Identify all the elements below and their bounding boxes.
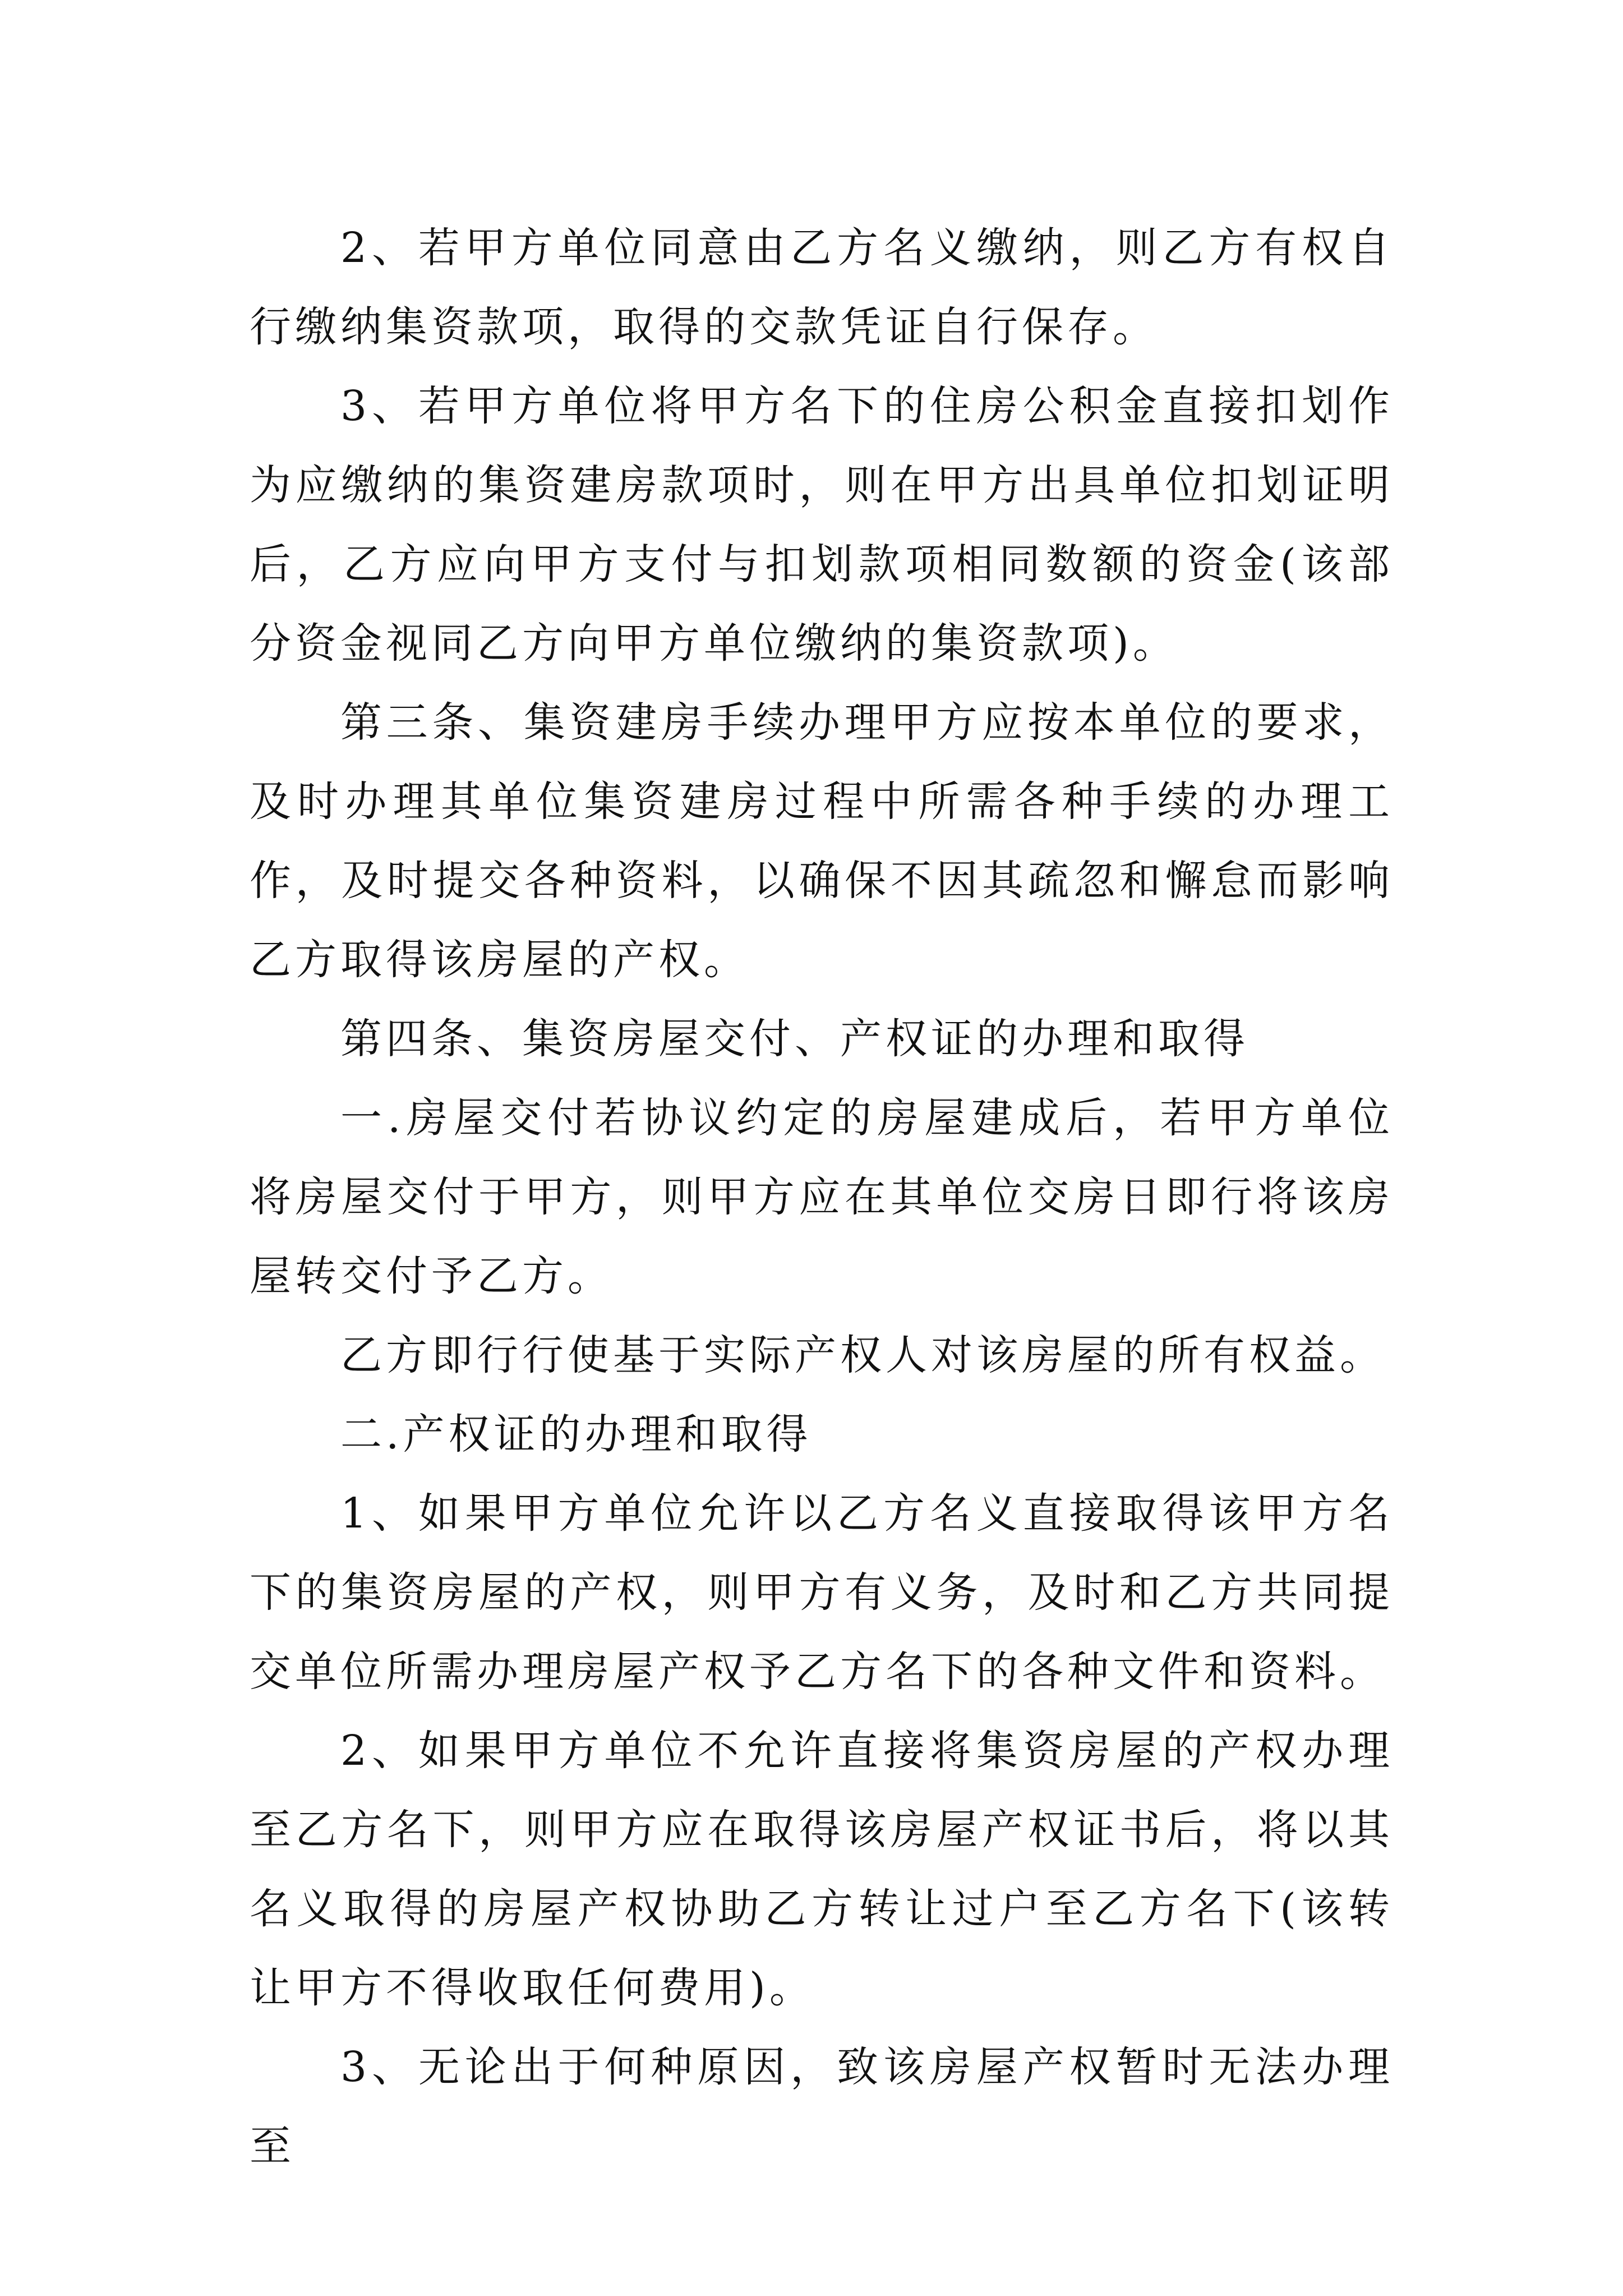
paragraph-title-delay: 3、无论出于何种原因，致该房屋产权暂时无法办理至 bbox=[250, 2043, 1394, 2170]
paragraph-article-4-heading: 第四条、集资房屋交付、产权证的办理和取得 bbox=[340, 1015, 1249, 1063]
paragraph-party-b-rights: 乙方即行行使基于实际产权人对该房屋的所有权益。 bbox=[340, 1331, 1385, 1379]
paragraph-indirect-title-transfer: 2、如果甲方单位不允许直接将集资房屋的产权办理至乙方名下，则甲方应在取得该房屋产权证书后，将以其名义取得的房屋产权协助乙方转让过户至乙方名下(该转让甲方不得收取任何费用)。 bbox=[250, 1727, 1394, 2012]
paragraph-house-delivery: 一.房屋交付若协议约定的房屋建成后，若甲方单位将房屋交付于甲方，则甲方应在其单位交房日即行将该房屋转交付予乙方。 bbox=[250, 1094, 1394, 1300]
paragraph-housing-fund-deduction: 3、若甲方单位将甲方名下的住房公积金直接扣划作为应缴纳的集资建房款项时，则在甲方出具单位扣划证明后，乙方应向甲方支付与扣划款项相同数额的资金(该部分资金视同乙方向甲方单位缴纳的集资款项)。 bbox=[250, 382, 1394, 668]
paragraph-property-certificate-heading: 二.产权证的办理和取得 bbox=[340, 1410, 812, 1458]
paragraph-payment-in-party-b-name: 2、若甲方单位同意由乙方名义缴纳，则乙方有权自行缴纳集资款项，取得的交款凭证自行保存。 bbox=[250, 224, 1394, 351]
paragraph-article-3-procedures: 第三条、集资建房手续办理甲方应按本单位的要求，及时办理其单位集资建房过程中所需各种手续的办理工作，及时提交各种资料，以确保不因其疏忽和懈怠而影响乙方取得该房屋的产权。 bbox=[250, 698, 1394, 984]
paragraph-direct-title-transfer: 1、如果甲方单位允许以乙方名义直接取得该甲方名下的集资房屋的产权，则甲方有义务，及时和乙方共同提交单位所需办理房屋产权予乙方名下的各种文件和资料。 bbox=[250, 1489, 1394, 1696]
document-body bbox=[250, 209, 1394, 2186]
